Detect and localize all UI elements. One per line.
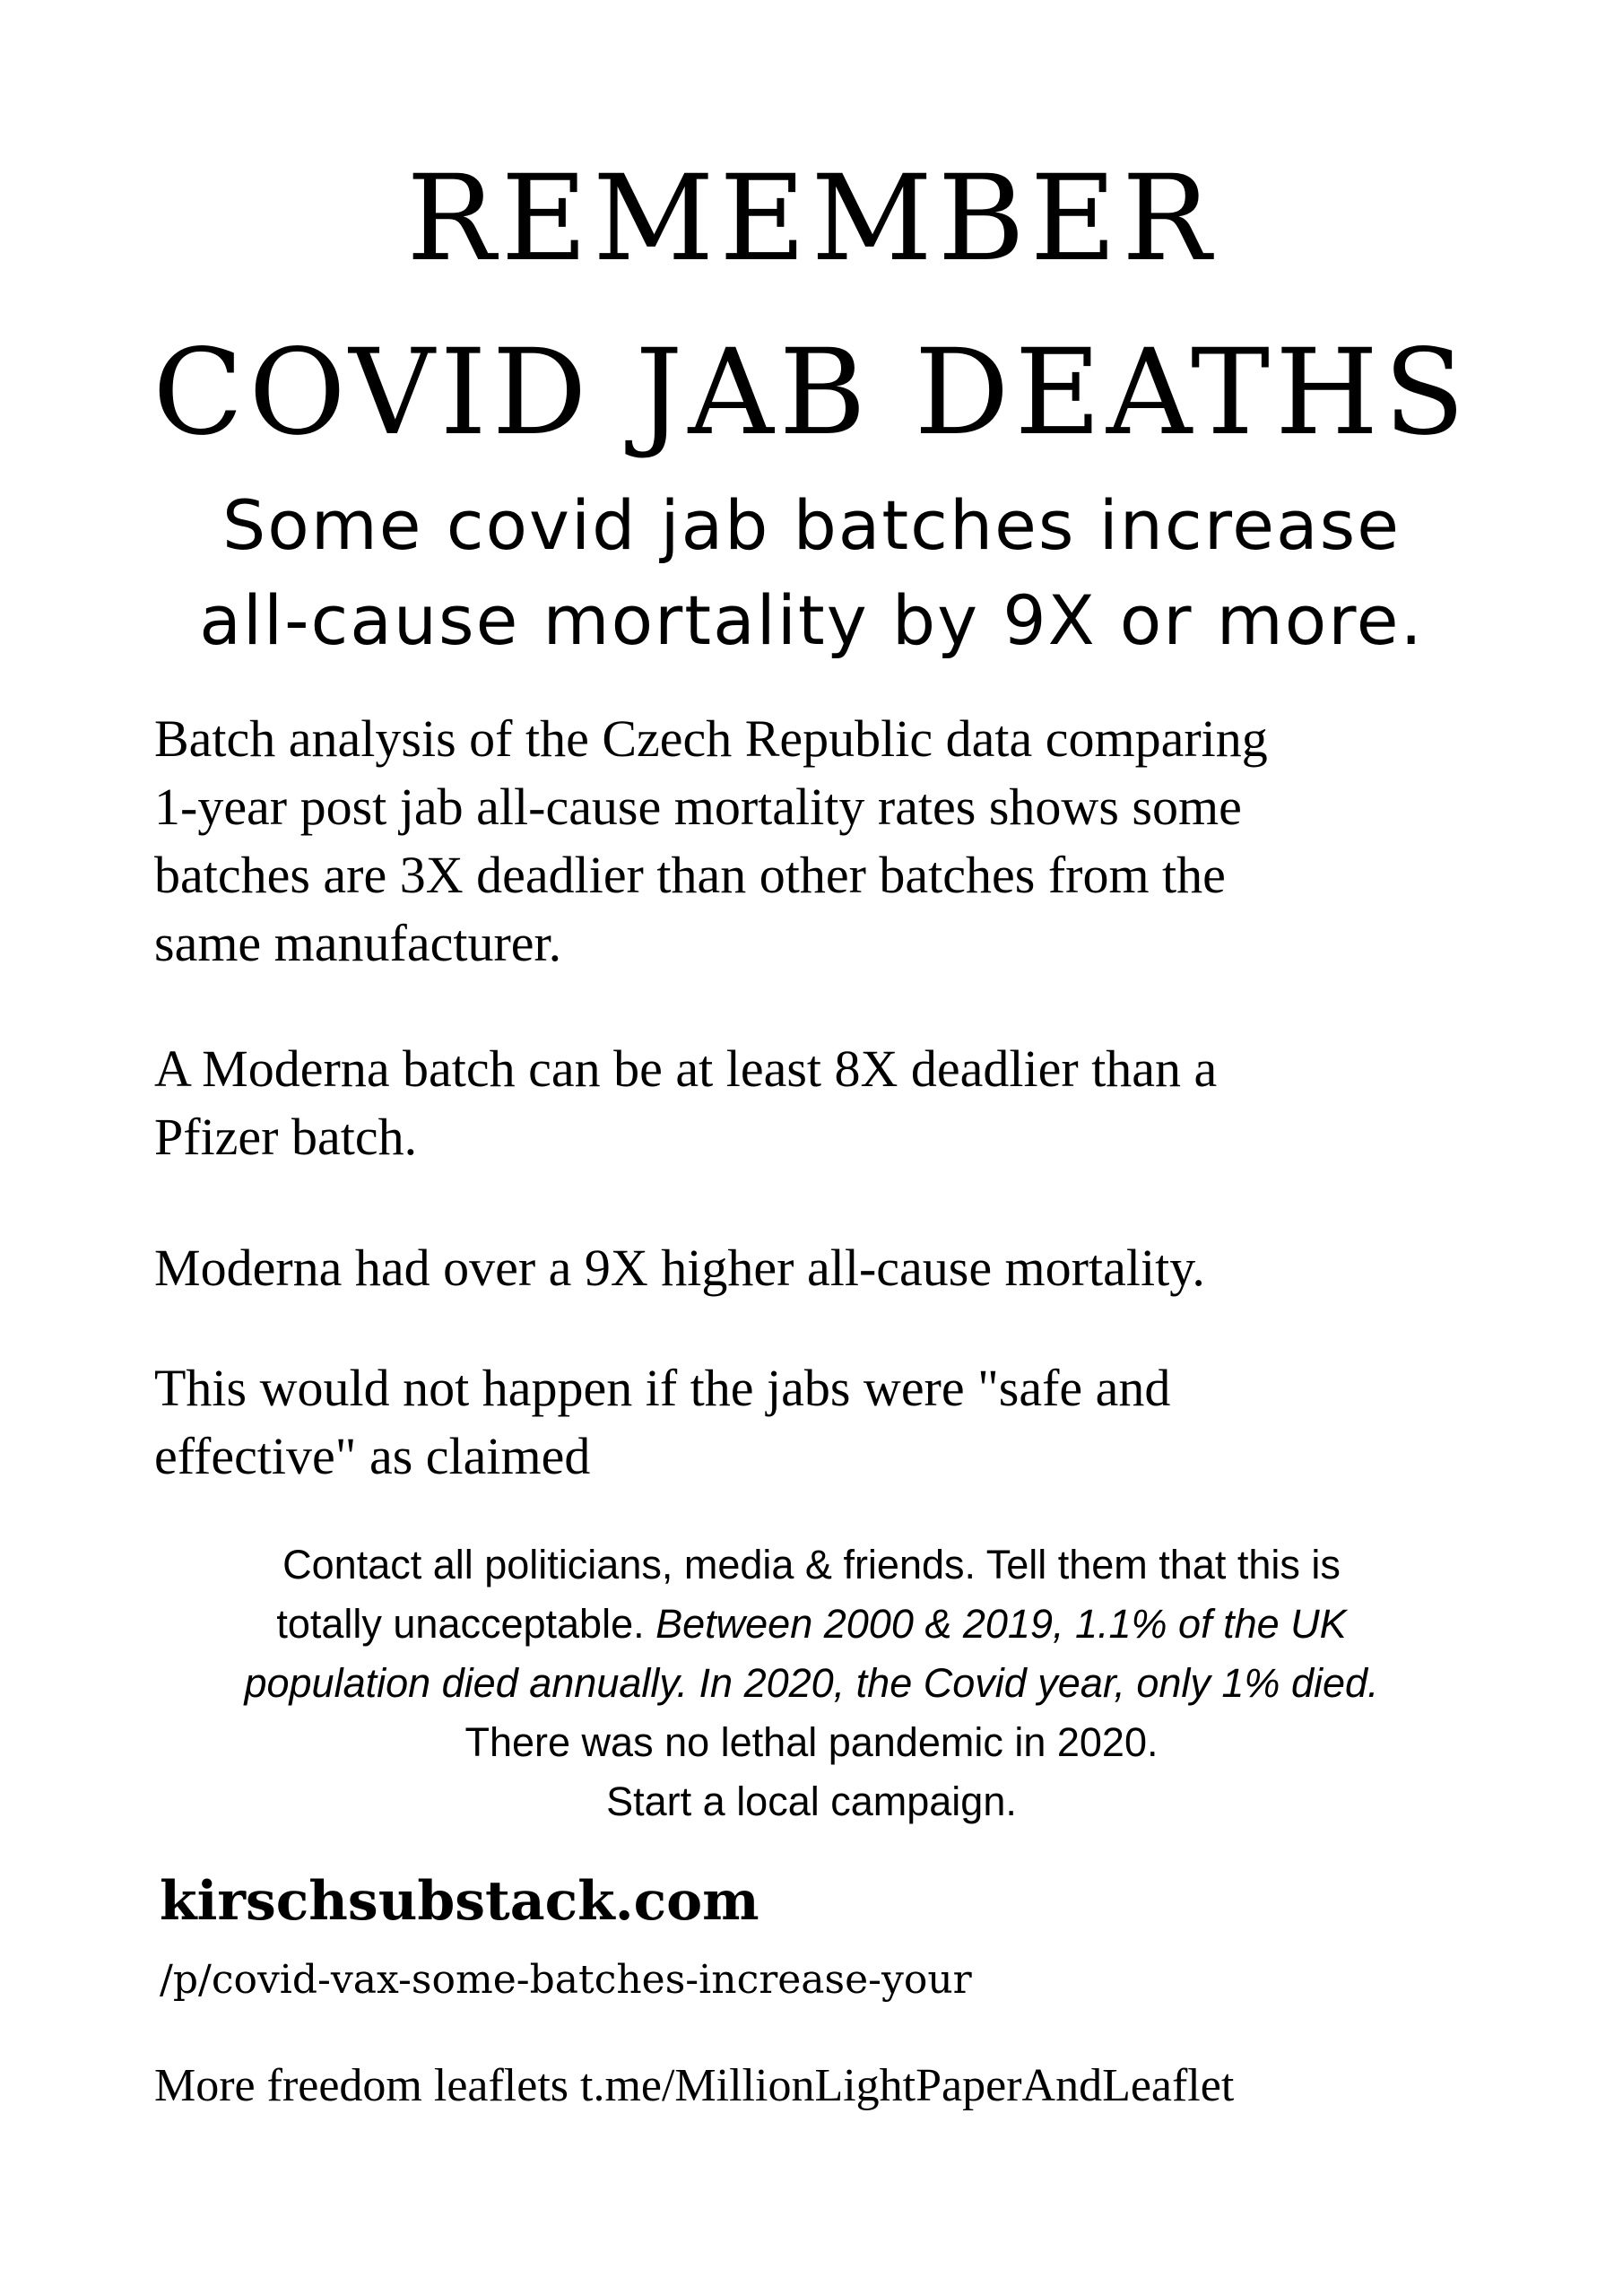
cta-line-2-italic: Between 2000 & 2019, 1.1% of the UK — [655, 1601, 1347, 1647]
cta-line-4: There was no lethal pandemic in 2020. — [464, 1719, 1159, 1765]
paragraph-line: Pfizer batch. — [154, 1108, 418, 1166]
paragraph-line: Batch analysis of the Czech Republic data comparing — [154, 709, 1268, 768]
headline-line-2: COVID JAB DEATHS — [152, 324, 1471, 462]
paragraph-line: This would not happen if the jabs were "safe and — [154, 1359, 1171, 1417]
subheadline-line-2: all-cause mortality by 9X or more. — [199, 580, 1424, 660]
cta-line-3-italic: population died annually. In 2020, the Covid year, only 1% died. — [244, 1660, 1379, 1706]
paragraph-line: A Moderna batch can be at least 8X deadlier than a — [154, 1039, 1218, 1098]
paragraph-line: effective" as claimed — [154, 1427, 591, 1485]
cta-line-1: Contact all politicians, media & friends. Tell them that this is — [282, 1542, 1341, 1587]
cta-line-2 — [0, 1595, 1623, 1654]
source-path: /p/covid-vax-some-batches-increase-your — [160, 1957, 972, 2003]
paragraph-moderna-mortality — [154, 1234, 1553, 1302]
paragraph-moderna-vs-pfizer — [154, 1035, 1553, 1171]
paragraph-line: batches are 3X deadlier than other batches from the — [154, 846, 1226, 904]
call-to-action-block — [0, 1535, 1623, 1831]
source-site: kirschsubstack.com — [160, 1870, 759, 1933]
cta-line-5: Start a local campaign. — [606, 1779, 1017, 1824]
subheadline-line-1: Some covid jab batches increase — [222, 485, 1401, 565]
paragraph-line: 1-year post jab all-cause mortality rates shows some — [154, 778, 1242, 836]
more-leaflets-link: More freedom leaflets t.me/MillionLightPaperAndLeaflet — [154, 2060, 1235, 2111]
paragraph-safe-and-effective — [154, 1354, 1553, 1491]
cta-line-2-regular: totally unacceptable. — [276, 1601, 656, 1647]
paragraph-batch-analysis — [154, 705, 1553, 978]
headline-line-1: REMEMBER — [406, 150, 1217, 288]
paragraph-line: Moderna had over a 9X higher all-cause mortality. — [154, 1239, 1205, 1297]
paragraph-line: same manufacturer. — [154, 914, 562, 972]
cta-line-3 — [0, 1654, 1623, 1713]
